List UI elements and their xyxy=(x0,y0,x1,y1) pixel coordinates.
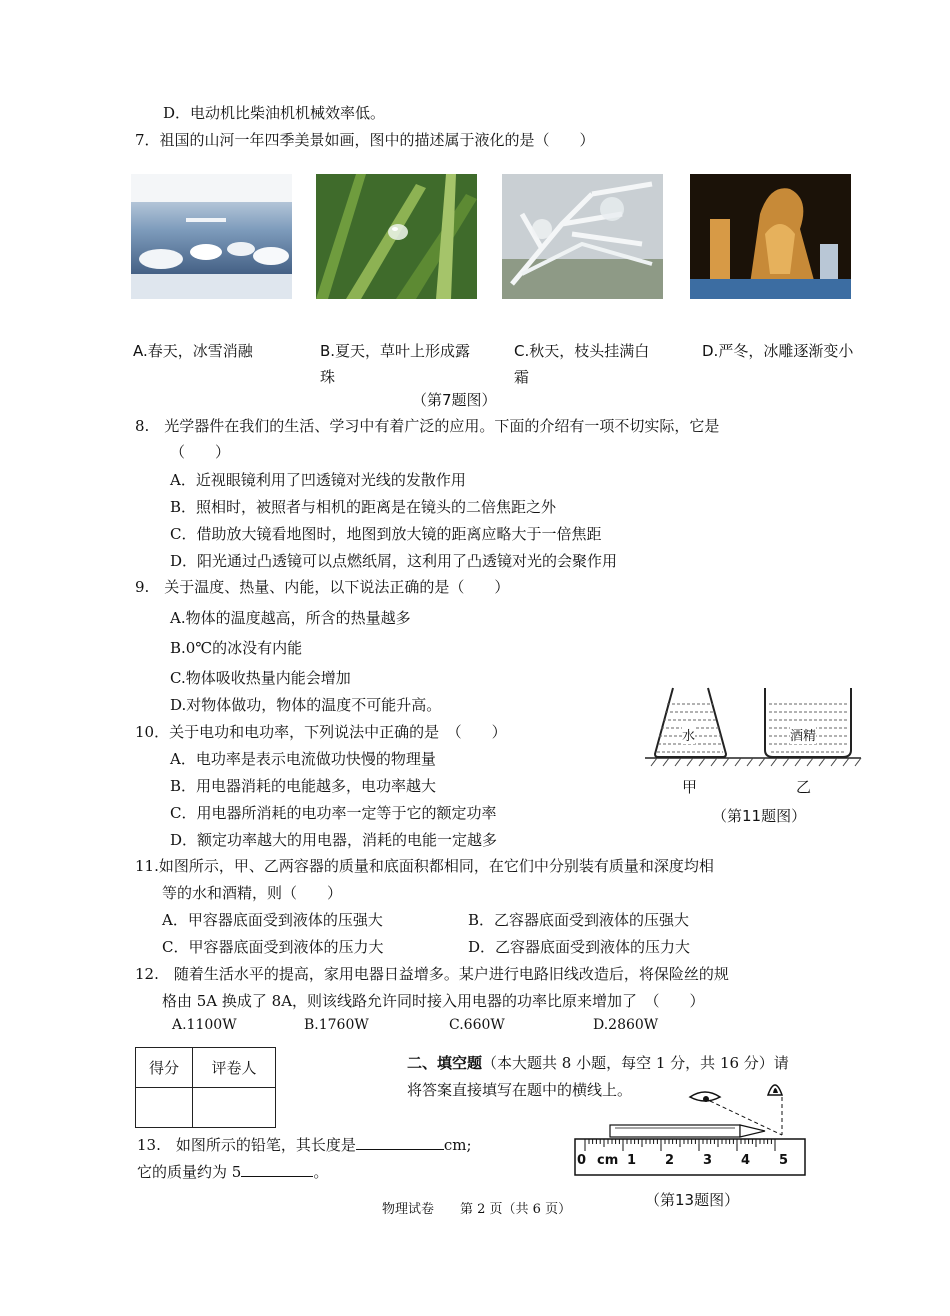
photo-spring-snow-melting xyxy=(131,174,292,299)
q9-option-d: D.对物体做功，物体的温度不可能升高。 xyxy=(170,696,442,714)
q9-option-a: A.物体的温度越高，所含的热量越多 xyxy=(170,609,411,627)
fig13-caption: （第13题图） xyxy=(645,1191,740,1209)
q12-stem-line2: 格由 5A 换成了 8A，则该线路允许同时接入用电器的功率比原来增加了 （ ） xyxy=(162,992,705,1010)
fig11-alcohol-label: 酒精 xyxy=(790,725,816,744)
q12-option-b: B.1760W xyxy=(304,1017,369,1033)
q7-caption-d: D.严冬，冰雕逐渐变小 xyxy=(702,342,854,360)
q12-option-d: D.2860W xyxy=(593,1017,659,1033)
q7-figure-caption: （第7题图） xyxy=(412,391,497,409)
ruler-label-3: 3 xyxy=(703,1153,713,1168)
page-footer: 物理试卷 第 2 页（共 6 页） xyxy=(382,1202,572,1217)
fig11-water-label: 水 xyxy=(682,725,695,744)
q12-option-a: A.1100W xyxy=(172,1017,237,1033)
q13-line2 xyxy=(137,1161,328,1182)
ruler-label-5: 5 xyxy=(779,1153,789,1168)
fig11-left-name: 甲 xyxy=(682,778,698,796)
photo-autumn-frost xyxy=(502,174,663,299)
q12-option-c: C.660W xyxy=(449,1017,505,1033)
score-header: 得分 xyxy=(136,1048,193,1088)
q13-length-blank[interactable] xyxy=(356,1135,444,1150)
score-table xyxy=(135,1047,276,1128)
q13-line1-unit: cm; xyxy=(443,1136,472,1154)
q11-option-c: C．甲容器底面受到液体的压力大 xyxy=(162,938,384,956)
grader-header: 评卷人 xyxy=(193,1048,276,1088)
q11-option-b: B．乙容器底面受到液体的压强大 xyxy=(468,911,690,929)
q8-option-a: A．近视眼镜利用了凹透镜对光线的发散作用 xyxy=(170,471,466,489)
q13-line1 xyxy=(137,1134,472,1155)
section2-desc2: 将答案直接填写在题中的横线上。 xyxy=(407,1081,633,1099)
q10-option-b: B．用电器消耗的电能越多，电功率越大 xyxy=(170,777,437,795)
q7-caption-a: A.春天，冰雪消融 xyxy=(133,342,253,360)
q7-caption-b: B.夏天，草叶上形成露珠 xyxy=(320,342,471,386)
ruler-label-cm: cm xyxy=(597,1153,619,1168)
q11-option-a: A．甲容器底面受到液体的压强大 xyxy=(162,911,383,929)
fig11-containers xyxy=(643,686,863,798)
q13-line2-end: 。 xyxy=(313,1163,329,1181)
q13-line1-text: 13. 如图所示的铅笔，其长度是 xyxy=(137,1136,356,1154)
q6-option-d: D．电动机比柴油机机械效率低。 xyxy=(163,104,386,122)
section2-title: 二、填空题 xyxy=(407,1054,483,1072)
q11-option-d: D．乙容器底面受到液体的压力大 xyxy=(468,938,691,956)
q9-option-b: B.0℃的冰没有内能 xyxy=(170,639,303,657)
q8-option-d: D．阳光通过凸透镜可以点燃纸屑，这利用了凸透镜对光的会聚作用 xyxy=(170,552,618,570)
ruler-label-0: 0 xyxy=(577,1153,587,1168)
q11-stem-line2: 等的水和酒精，则（ ） xyxy=(162,884,343,902)
q13-mass-blank[interactable] xyxy=(241,1162,313,1177)
ruler-label-1: 1 xyxy=(627,1153,637,1168)
q10-option-d: D．额定功率越大的用电器，消耗的电能一定越多 xyxy=(170,831,498,849)
grader-cell[interactable] xyxy=(193,1088,276,1128)
q7-stem: 7．祖国的山河一年四季美景如画，图中的描述属于液化的是（ ） xyxy=(135,131,595,149)
ruler-label-4: 4 xyxy=(741,1153,751,1168)
q10-option-a: A．电功率是表示电流做功快慢的物理量 xyxy=(170,750,436,768)
fig11-right-name: 乙 xyxy=(796,778,812,796)
ruler-label-2: 2 xyxy=(665,1153,675,1168)
q12-stem-line1: 12. 随着生活水平的提高，家用电器日益增多。某户进行电路旧线改造后，将保险丝的规 xyxy=(135,965,729,983)
photo-summer-dew-on-grass xyxy=(316,174,477,299)
q13-line2-text: 它的质量约为 5 xyxy=(137,1163,242,1181)
q9-option-c: C.物体吸收热量内能会增加 xyxy=(170,669,351,687)
photo-winter-ice-sculpture xyxy=(690,174,851,299)
q8-option-b: B．照相时，被照者与相机的距离是在镜头的二倍焦距之外 xyxy=(170,498,557,516)
section2-desc1: （本大题共 8 小题，每空 1 分，共 16 分）请 xyxy=(482,1054,789,1072)
q8-option-c: C．借助放大镜看地图时，地图到放大镜的距离应略大于一倍焦距 xyxy=(170,525,602,543)
q8-paren: （ ） xyxy=(170,443,231,461)
q11-stem-line1: 11.如图所示，甲、乙两容器的质量和底面积都相同，在它们中分别装有质量和深度均相 xyxy=(135,857,714,875)
q9-stem: 9. 关于温度、热量、内能，以下说法正确的是（ ） xyxy=(135,578,510,596)
score-cell[interactable] xyxy=(136,1088,193,1128)
section2-heading xyxy=(407,1052,789,1073)
q7-caption-c: C.秋天，枝头挂满白霜 xyxy=(514,342,650,386)
q10-stem: 10．关于电功和电功率，下列说法中正确的是 （ ） xyxy=(135,723,507,741)
q10-option-c: C．用电器所消耗的电功率一定等于它的额定功率 xyxy=(170,804,497,822)
fig11-caption: （第11题图） xyxy=(712,807,807,825)
q8-stem: 8. 光学器件在我们的生活、学习中有着广泛的应用。下面的介绍有一项不切实际，它是 xyxy=(135,417,720,435)
